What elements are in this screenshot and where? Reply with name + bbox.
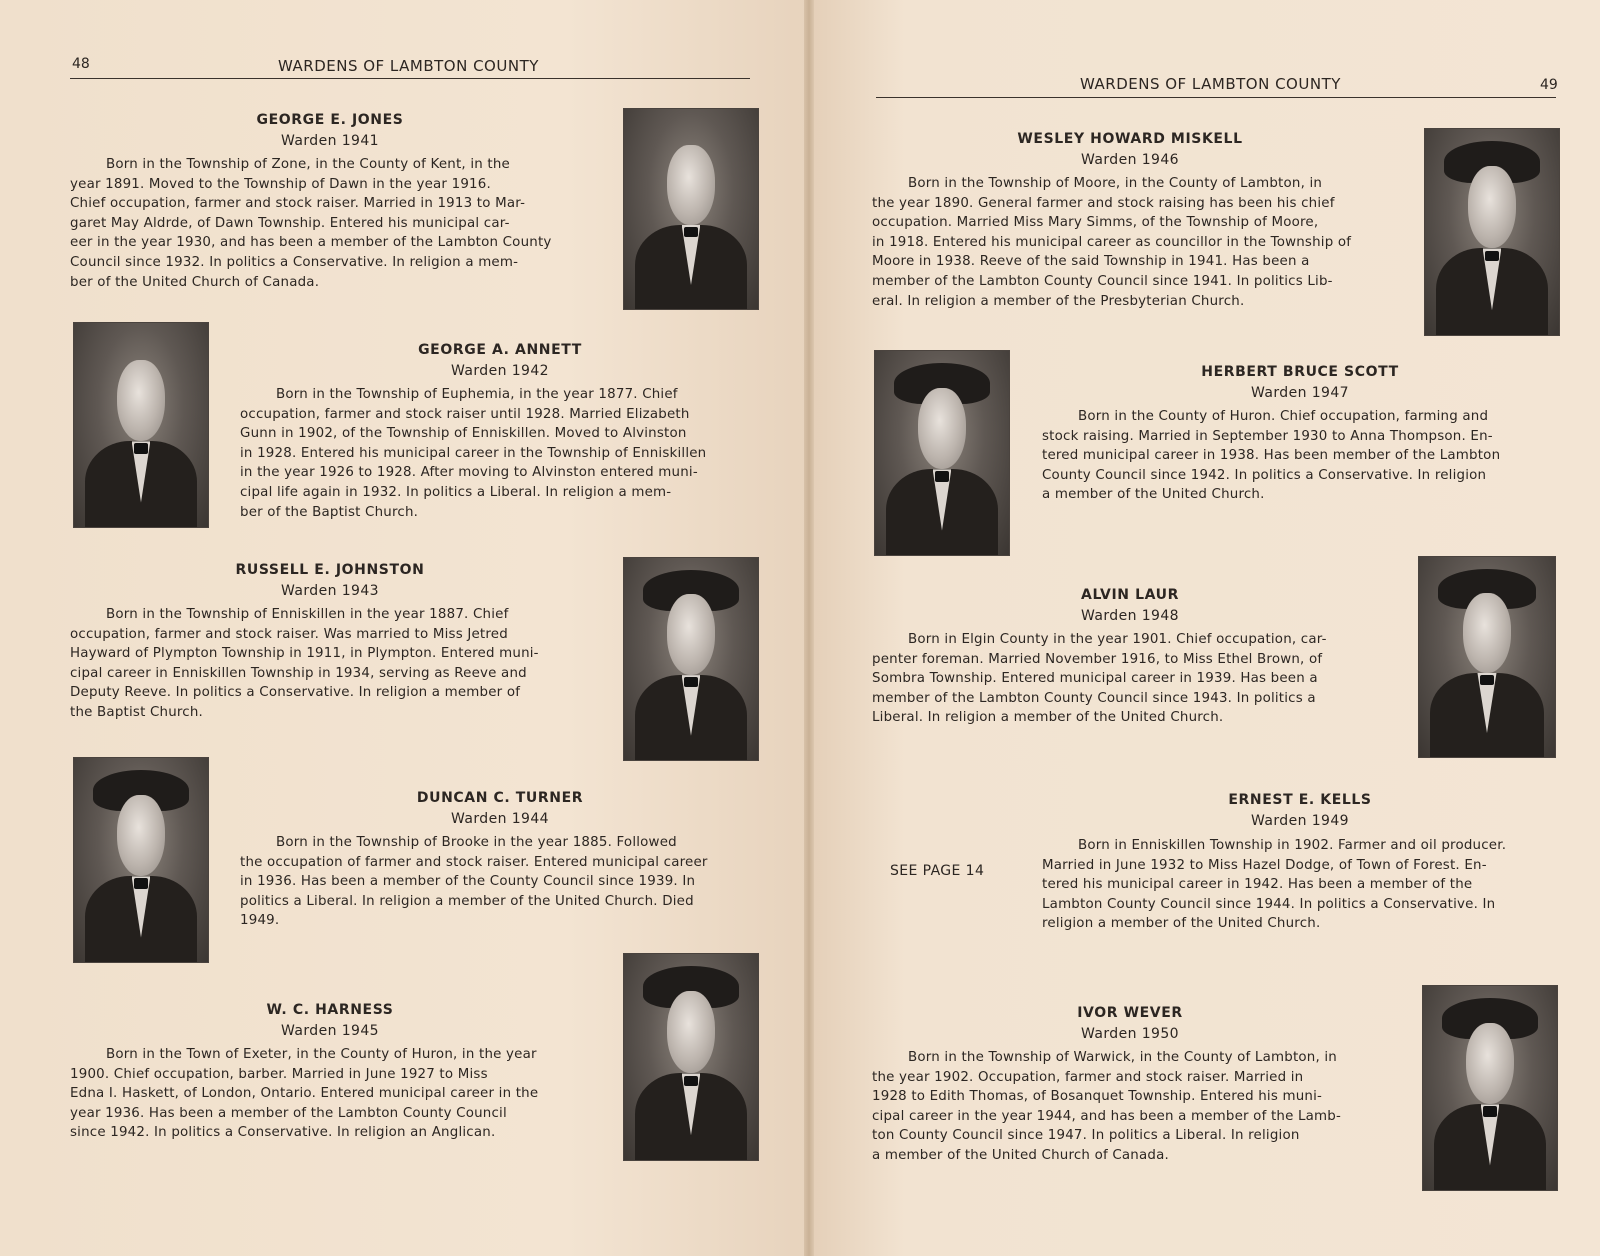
entry-title: Warden 1950 xyxy=(1081,1026,1179,1042)
entry-bio: Born in the Township of Zone, in the County of Kent, in the year 1891. Moved to the Township of Dawn in the year 1916. Chief occupation, farmer and stock raiser. Married in 1913 to Mar- garet May Aldrde, of Dawn Township. Entered his municipal car- eer in the year 1930, and has been a member of the Lambton County Council since 1932. In politics a Conservative. In religion a mem- ber of the United Church of Canada. xyxy=(70,157,552,290)
entry-title: Warden 1947 xyxy=(1251,385,1349,401)
entry-name: W. C. HARNESS xyxy=(266,1002,394,1018)
entry-title: Warden 1944 xyxy=(451,811,549,827)
entry-name: IVOR WEVER xyxy=(1077,1005,1183,1021)
left-page-header: WARDENS OF LAMBTON COUNTY xyxy=(278,57,539,75)
portrait-photo xyxy=(1422,985,1558,1191)
entry-title: Warden 1942 xyxy=(451,363,549,379)
left-page-number: 48 xyxy=(72,56,90,72)
entry-bio: Born in the Township of Warwick, in the County of Lambton, in the year 1902. Occupation, farmer and stock raiser. Married in 1928 to Edith Thomas, of Bosanquet Township. Entered his muni- cipal career in the year 1944, and has been a member of the Lamb- ton County Council since 1947. In politics a Liberal. In religion a member of the United Church of Canada. xyxy=(872,1050,1342,1163)
entry-title: Warden 1945 xyxy=(281,1023,379,1039)
right-page-header: WARDENS OF LAMBTON COUNTY xyxy=(1080,75,1341,93)
portrait-photo xyxy=(623,953,759,1161)
entry-bio: Born in the Township of Brooke in the year 1885. Followed the occupation of farmer and stock raiser. Entered municipal career in 1936. Has been a member of the County Council since 1939. In politics a Liberal. In religion a member of the United Church. Died 1949. xyxy=(240,835,708,929)
entry-bio: Born in Enniskillen Township in 1902. Farmer and oil producer. Married in June 1932 to Miss Hazel Dodge, of Town of Forest. En- tered his municipal career in 1942. Has been a member of the Lambton County Council since 1944. In politics a Conservative. In religion a member of the United Church. xyxy=(1042,838,1507,932)
right-page-number: 49 xyxy=(1540,77,1558,93)
entry-name: ALVIN LAUR xyxy=(1081,587,1179,603)
entry-name: RUSSELL E. JOHNSTON xyxy=(235,562,425,578)
entry-name: DUNCAN C. TURNER xyxy=(416,790,584,806)
entry-title: Warden 1948 xyxy=(1081,608,1179,624)
book-gutter xyxy=(804,0,814,1256)
entry-bio: Born in the County of Huron. Chief occupation, farming and stock raising. Married in September 1930 to Anna Thompson. En- tered municipal career in 1938. Has been member of the Lambton County Council since 1942. In politics a Conservative. In religion a member of the United Church. xyxy=(1042,409,1501,503)
entry-name: GEORGE A. ANNETT xyxy=(418,342,582,358)
right-header-rule xyxy=(876,97,1556,98)
entry-bio: Born in Elgin County in the year 1901. Chief occupation, car- penter foreman. Married November 1916, to Miss Ethel Brown, of Sombra Township. Entered municipal career in 1939. Has been a member of the Lambton County Council since 1943. In politics a Liberal. In religion a member of the United Church. xyxy=(872,632,1327,726)
portrait-photo xyxy=(874,350,1010,556)
entry-name: WESLEY HOWARD MISKELL xyxy=(1017,131,1243,147)
entry-title: Warden 1941 xyxy=(281,133,379,149)
portrait-photo xyxy=(73,757,209,963)
portrait-photo xyxy=(623,108,759,310)
portrait-photo xyxy=(623,557,759,761)
entry-name: ERNEST E. KELLS xyxy=(1228,792,1372,808)
portrait-photo xyxy=(1418,556,1556,758)
portrait-photo xyxy=(73,322,209,528)
entry-bio: Born in the Town of Exeter, in the County of Huron, in the year 1900. Chief occupation, barber. Married in June 1927 to Miss Edna I. Haskett, of London, Ontario. Entered municipal career in the year 1936. Has been a member of the Lambton County Council since 1942. In politics a Conservative. In religion an Anglican. xyxy=(70,1047,539,1141)
entry-name: GEORGE E. JONES xyxy=(256,112,404,128)
entry-bio: Born in the Township of Enniskillen in the year 1887. Chief occupation, farmer and stock raiser. Was married to Miss Jetred Hayward of Plympton Township in 1911, in Plympton. Entered muni- cipal career in Enniskillen Township in 1934, serving as Reeve and Deputy Reeve. In politics a Conservative. In religion a member of the Baptist Church. xyxy=(70,607,539,720)
entry-bio: Born in the Township of Euphemia, in the year 1877. Chief occupation, farmer and stock raiser until 1928. Married Elizabeth Gunn in 1902, of the Township of Enniskillen. Moved to Alvinston in 1928. Entered his municipal career in the Township of Enniskillen in the year 1926 to 1928. After moving to Alvinston entered muni- cipal life again in 1932. In politics a Liberal. In religion a mem- ber of the Baptist Church. xyxy=(240,387,707,520)
entry-bio: Born in the Township of Moore, in the County of Lambton, in the year 1890. General farmer and stock raising has been his chief occupation. Married Miss Mary Simms, of the Township of Moore, in 1918. Entered his municipal career as councillor in the Township of Moore in 1938. Reeve of the said Township in 1941. Has been a member of the Lambton County Council since 1941. In politics Lib- eral. In religion a member of the Presbyterian Church. xyxy=(872,176,1352,309)
portrait-photo xyxy=(1424,128,1560,336)
see-page-reference: SEE PAGE 14 xyxy=(890,863,985,879)
entry-name: HERBERT BRUCE SCOTT xyxy=(1201,364,1399,380)
entry-title: Warden 1946 xyxy=(1081,152,1179,168)
left-header-rule xyxy=(70,78,750,79)
entry-title: Warden 1949 xyxy=(1251,813,1349,829)
entry-title: Warden 1943 xyxy=(281,583,379,599)
